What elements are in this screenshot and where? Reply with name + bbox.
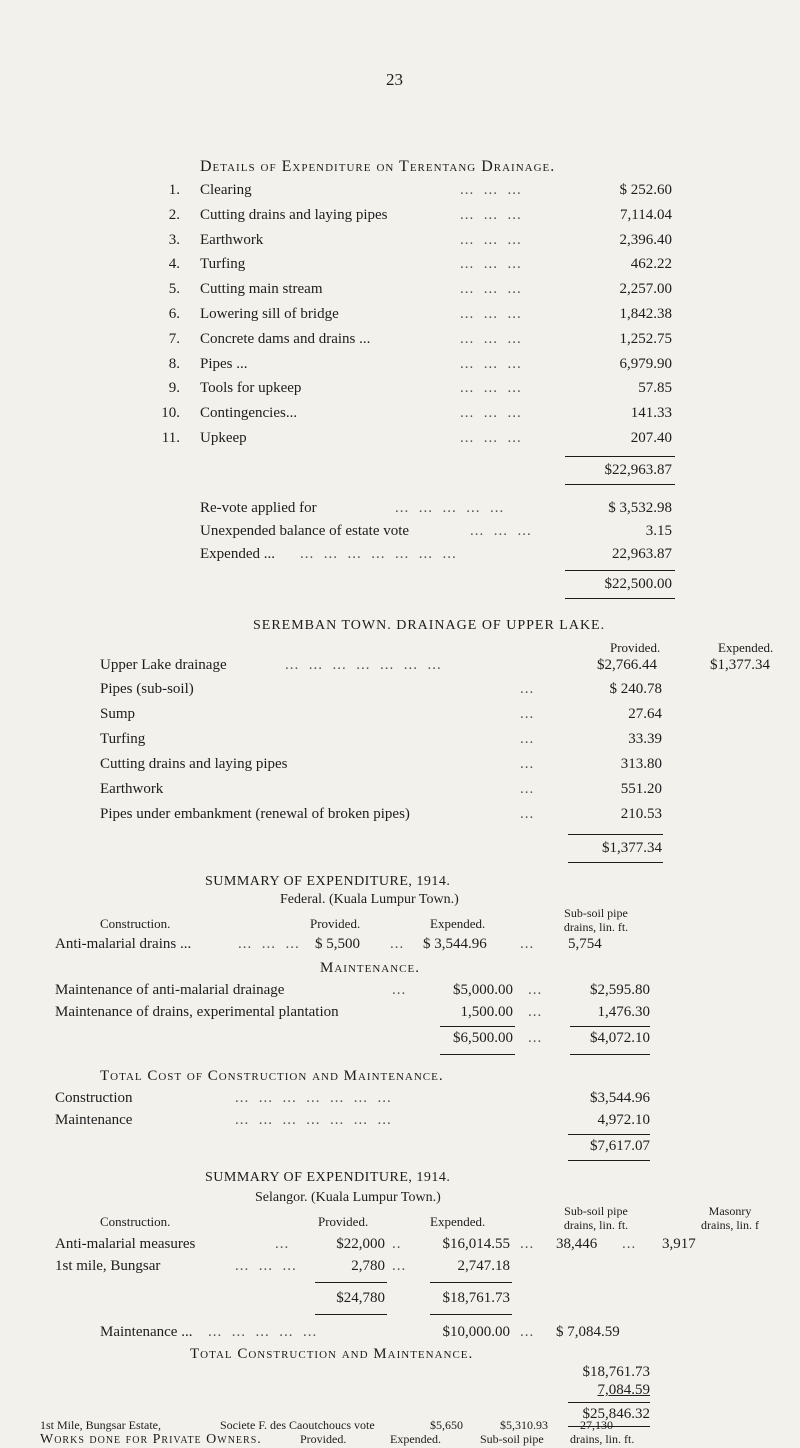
maint-row-expended: 1,476.30: [597, 1004, 650, 1020]
item-number: 6.: [168, 306, 180, 322]
item-label: Tools for upkeep: [200, 380, 302, 397]
item-amount: 141.33: [630, 405, 672, 422]
section-title-terentang: Details of Expenditure on Terentang Drainage.: [200, 158, 556, 175]
item-amount: 7,114.04: [620, 206, 672, 223]
item-label: Earthwork: [100, 781, 164, 797]
col-subsoil: Sub-soil pipe drains, lin. ft.: [563, 1204, 629, 1232]
selangor-sum-expended: $18,761.73: [442, 1290, 510, 1306]
item-label: Pipes under embankment (renewal of broken pipes): [100, 806, 410, 822]
selangor-total-a: $18,761.73: [582, 1364, 650, 1380]
rule: [565, 456, 675, 457]
list-item: 3. Earthwork ... ... ... 2,396.40: [0, 232, 800, 256]
revote-label: Re-vote applied for: [200, 500, 317, 516]
item-label: Lowering sill of bridge: [200, 306, 339, 322]
rule: [315, 1282, 387, 1283]
item-number: 5.: [168, 281, 180, 298]
item-amount: 6,979.90: [619, 355, 672, 372]
col-construction: Construction.: [100, 916, 171, 931]
rule: [568, 1134, 650, 1135]
upper-lake-expended: $1,377.34: [710, 657, 770, 673]
item-amount: $ 240.78: [609, 681, 662, 697]
private-provided: $5,650: [430, 1418, 463, 1432]
item-label: Sump: [100, 706, 136, 722]
page-number: 23: [386, 70, 403, 89]
revote-amount: $ 3,532.98: [608, 500, 672, 516]
private-line-2: Societe F. des Caoutchoucs vote: [220, 1418, 375, 1432]
list-item: 11. Upkeep ... ... ... 207.40: [0, 430, 800, 454]
item-label: Cutting drains and laying pipes: [200, 206, 388, 223]
total-row-label: Maintenance: [55, 1112, 133, 1128]
selangor-row-subsoil: 38,446: [556, 1236, 598, 1252]
item-number: 11.: [161, 430, 180, 446]
selangor-row-label: Anti-malarial measures: [55, 1236, 196, 1252]
item-amount: 27.64: [628, 706, 662, 722]
rule: [565, 570, 675, 571]
maint-total-provided: $6,500.00: [453, 1030, 513, 1046]
item-number: 4.: [168, 256, 180, 273]
summary-title-federal: SUMMARY OF EXPENDITURE, 1914.: [205, 874, 451, 889]
item-label: Concrete dams and drains ...: [200, 330, 371, 347]
summary-subtitle-selangor: Selangor. (Kuala Lumpur Town.): [255, 1190, 441, 1205]
col-provided: Provided.: [310, 916, 361, 931]
item-label: Turfing: [200, 256, 246, 273]
unexpended-label: Unexpended balance of estate vote: [200, 523, 410, 539]
maint-total-expended: $4,072.10: [590, 1030, 650, 1046]
item-label: Pipes (sub-soil): [100, 681, 194, 697]
total-row-amount: $3,544.96: [590, 1090, 650, 1106]
selangor-sum-provided: $24,780: [336, 1290, 385, 1306]
list-item: Earthwork ... 551.20: [100, 781, 662, 797]
summary-title-selangor: SUMMARY OF EXPENDITURE, 1914.: [205, 1170, 451, 1185]
expended-amount: 22,963.87: [612, 546, 672, 562]
item-amount: 1,252.75: [619, 330, 672, 347]
private-line-1: 1st Mile, Bungsar Estate,: [40, 1418, 161, 1432]
list-item: 2. Cutting drains and laying pipes ... ... ... 7,114.04: [0, 207, 800, 231]
rule: [440, 1026, 515, 1027]
item-number: 1.: [168, 182, 180, 198]
rule: [565, 598, 675, 599]
item-label: Cutting main stream: [200, 281, 323, 298]
private-expended: $5,310.93: [500, 1418, 548, 1432]
seremban-total: $1,377.34: [602, 840, 662, 856]
total-row-label: Construction: [55, 1090, 133, 1106]
list-item: 1. Clearing ... ... ... $ 252.60: [0, 182, 800, 206]
total-cost-amount: $7,617.07: [590, 1138, 650, 1154]
summary-subtitle-federal: Federal. (Kuala Lumpur Town.): [280, 892, 459, 907]
terentang-grand-total: $22,500.00: [604, 576, 672, 592]
rule: [570, 1026, 650, 1027]
list-item: 7. Concrete dams and drains ... ... ... ... 1,252.75: [0, 331, 800, 355]
rule: [430, 1314, 512, 1315]
selangor-row-masonry: 3,917: [662, 1236, 696, 1252]
col-provided: Provided.: [300, 1432, 347, 1446]
rule: [568, 1160, 650, 1161]
private-owners-title: Works done for Private Owners.: [40, 1432, 262, 1447]
section-title-seremban: SEREMBAN TOWN. DRAINAGE OF UPPER LAKE.: [253, 618, 606, 633]
selangor-row-provided: $22,000: [336, 1236, 385, 1252]
item-label: Pipes ...: [200, 355, 248, 372]
rule: [568, 862, 663, 863]
selangor-maint-expended: $ 7,084.59: [556, 1324, 620, 1340]
item-number: 2.: [168, 206, 180, 223]
selangor-total-title: Total Construction and Maintenance.: [190, 1346, 474, 1362]
maintenance-title: Maintenance.: [320, 960, 420, 976]
item-amount: 462.22: [630, 256, 672, 273]
item-label: Clearing: [200, 182, 252, 198]
upper-lake-provided: $2,766.44: [597, 657, 657, 673]
selangor-total-sum: $25,846.32: [582, 1406, 650, 1422]
selangor-maint-provided: $10,000.00: [442, 1324, 510, 1340]
upper-lake-label: Upper Lake drainage: [100, 657, 227, 673]
rule: [315, 1314, 387, 1315]
rule: [568, 1402, 650, 1403]
selangor-total-b: 7,084.59: [597, 1382, 650, 1398]
selangor-row-expended: $16,014.55: [442, 1236, 510, 1252]
terentang-total: $22,963.87: [604, 462, 672, 478]
col-masonry: Masonry drains, lin. f: [701, 1204, 759, 1232]
federal-row-label: Anti-malarial drains ...: [55, 936, 192, 952]
item-label: Cutting drains and laying pipes: [100, 756, 288, 772]
rule: [570, 1054, 650, 1055]
unexpended-amount: 3.15: [645, 523, 672, 539]
item-number: 10.: [161, 405, 180, 422]
item-label: Contingencies...: [200, 405, 298, 422]
rule: [565, 484, 675, 485]
rule: [568, 834, 663, 835]
private-subsoil: 27,130: [580, 1418, 613, 1432]
list-item: Pipes (sub-soil) ... $ 240.78: [100, 681, 662, 697]
selangor-row-expended: 2,747.18: [457, 1258, 510, 1274]
selangor-row-label: 1st mile, Bungsar: [55, 1258, 161, 1274]
item-amount: 1,842.38: [619, 306, 672, 322]
item-amount: 33.39: [628, 731, 662, 747]
col-provided: Provided.: [610, 640, 661, 655]
list-item: 9. Tools for upkeep ... ... ... 57.85: [0, 380, 800, 404]
list-item: Sump ... 27.64: [100, 706, 662, 722]
expended-label: Expended ...: [200, 546, 275, 562]
item-amount: 207.40: [630, 430, 672, 446]
col-expended: Expended.: [430, 1214, 486, 1229]
item-number: 7.: [168, 330, 180, 347]
item-amount: $ 252.60: [619, 182, 672, 198]
col-subsoil-2: drains, lin. ft.: [570, 1432, 635, 1446]
col-expended: Expended.: [430, 916, 486, 931]
maint-row-label: Maintenance of anti-malarial drainage: [55, 982, 285, 998]
item-amount: 210.53: [620, 806, 662, 822]
federal-row-provided: $ 5,500: [315, 936, 360, 952]
list-item: Pipes under embankment (renewal of broken pipes) ... 210.53: [100, 806, 662, 822]
selangor-maint-label: Maintenance ...: [100, 1324, 193, 1340]
maint-row-expended: $2,595.80: [590, 982, 650, 998]
list-item: 5. Cutting main stream ... ... ... 2,257.00: [0, 281, 800, 305]
item-number: 3.: [168, 231, 180, 248]
col-provided: Provided.: [318, 1214, 369, 1229]
item-label: Upkeep: [200, 430, 247, 446]
maint-row-label: Maintenance of drains, experimental plantation: [55, 1004, 339, 1020]
col-expended: Expended.: [390, 1432, 441, 1446]
maint-row-provided: $5,000.00: [453, 982, 513, 998]
col-subsoil: Sub-soil pipe drains, lin. ft.: [563, 906, 629, 934]
col-construction: Construction.: [100, 1214, 171, 1229]
total-row-amount: 4,972.10: [597, 1112, 650, 1128]
item-amount: 57.85: [638, 380, 672, 397]
item-number: 9.: [168, 380, 180, 397]
federal-row-expended: $ 3,544.96: [423, 936, 487, 952]
total-cost-title: Total Cost of Construction and Maintenance.: [100, 1068, 444, 1084]
rule: [440, 1054, 515, 1055]
col-subsoil-1: Sub-soil pipe: [480, 1432, 544, 1446]
maint-row-provided: 1,500.00: [460, 1004, 513, 1020]
item-amount: 313.80: [620, 756, 662, 772]
selangor-row-provided: 2,780: [351, 1258, 385, 1274]
item-amount: 2,396.40: [619, 231, 672, 248]
col-expended: Expended.: [718, 640, 774, 655]
list-item: Turfing ... 33.39: [100, 731, 662, 747]
list-item: Cutting drains and laying pipes ... 313.80: [100, 756, 662, 772]
rule: [430, 1282, 512, 1283]
list-item: 6. Lowering sill of bridge ... ... ... 1,842.38: [0, 306, 800, 330]
item-label: Turfing: [100, 731, 146, 747]
item-amount: 551.20: [620, 781, 662, 797]
item-amount: 2,257.00: [619, 281, 672, 298]
federal-row-subsoil: 5,754: [568, 936, 602, 952]
list-item: 8. Pipes ... ... ... ... 6,979.90: [0, 356, 800, 380]
item-number: 8.: [168, 355, 180, 372]
item-label: Earthwork: [200, 231, 264, 248]
list-item: 4. Turfing ... ... ... 462.22: [0, 256, 800, 280]
list-item: 10. Contingencies... ... ... ... 141.33: [0, 405, 800, 429]
